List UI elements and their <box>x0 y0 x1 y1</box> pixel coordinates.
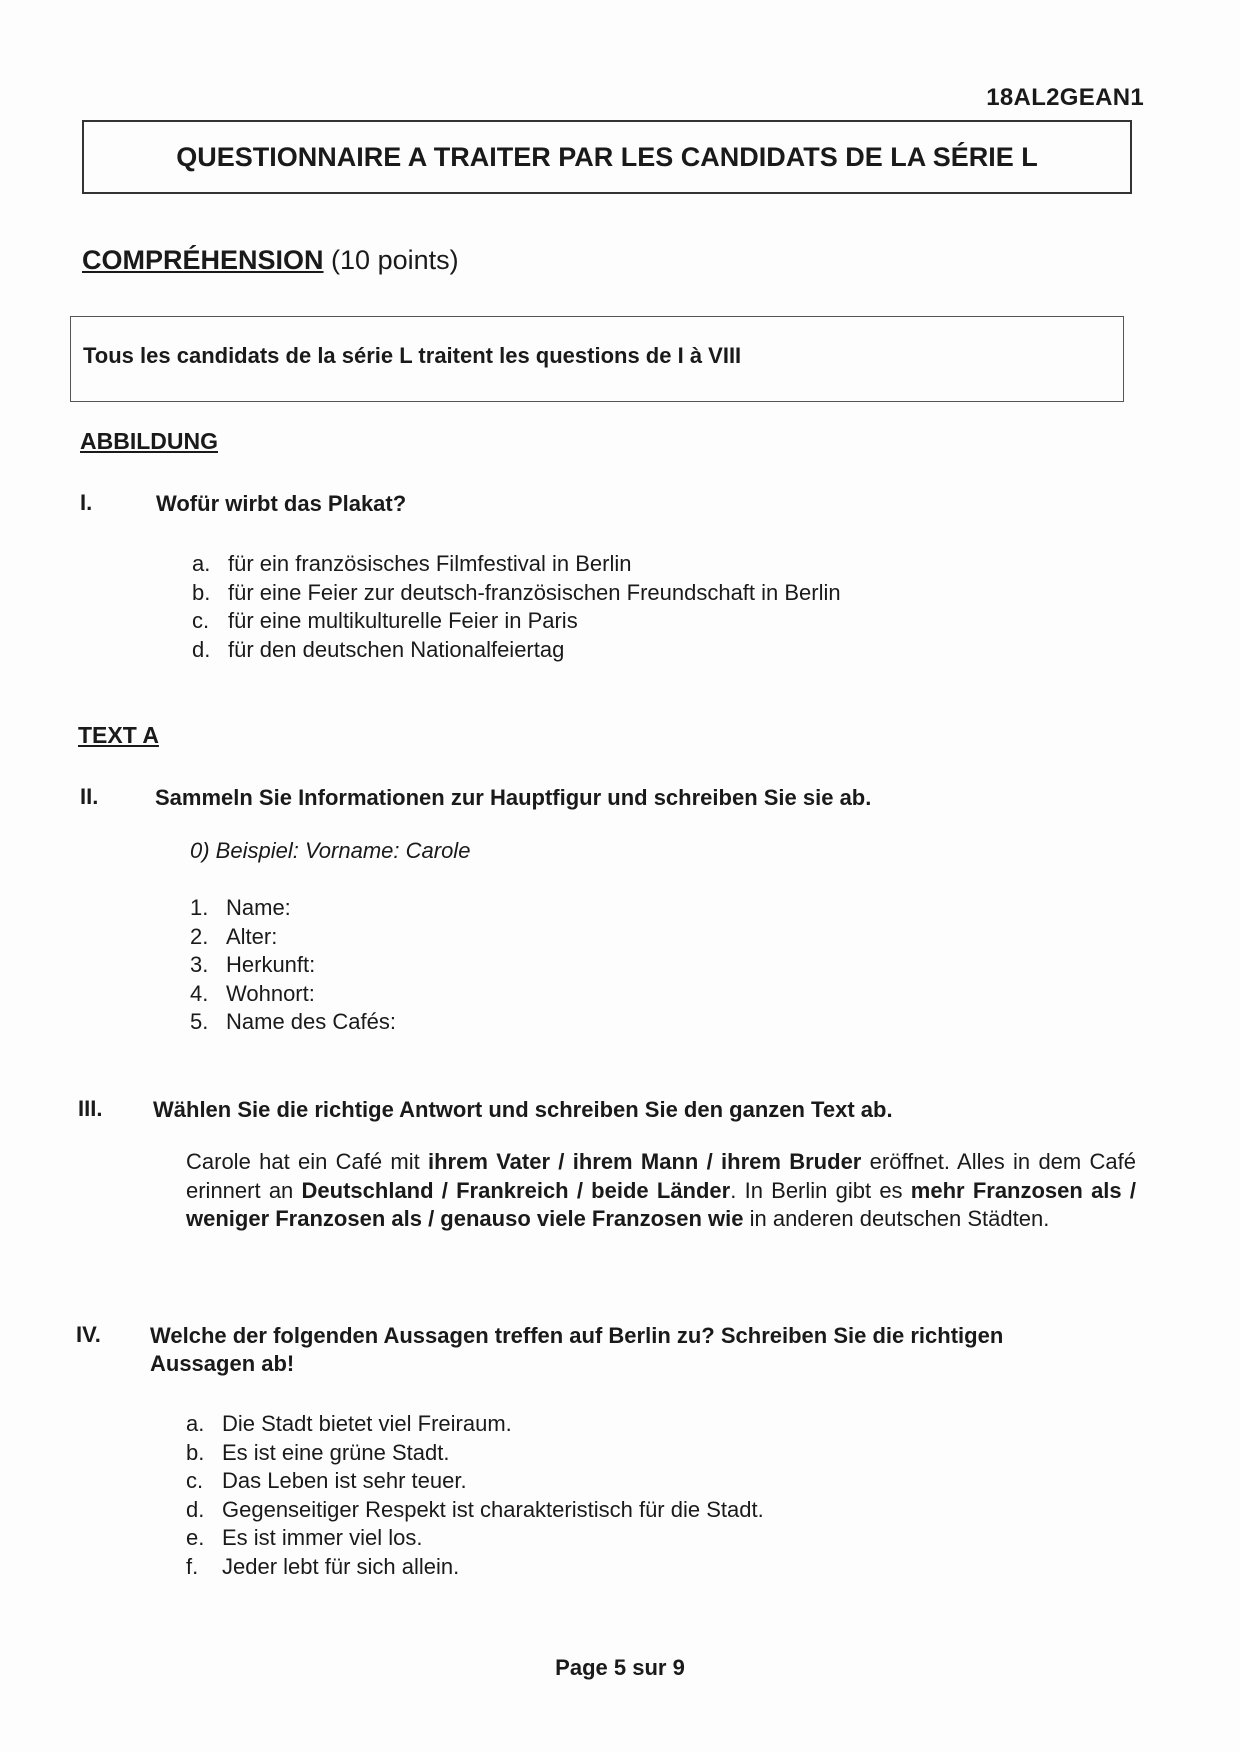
list-item: a. für ein französisches Filmfestival in Berlin <box>192 551 632 576</box>
choice-2: Deutschland / Frankreich / beide Länder <box>301 1177 731 1203</box>
question-2-items <box>190 894 396 1037</box>
list-item: 1. Name: <box>190 895 291 920</box>
question-4-options <box>186 1410 764 1581</box>
choice-1: ihrem Vater / ihrem Mann / ihrem Bruder <box>428 1149 862 1174</box>
list-item: b. für eine Feier zur deutsch-französischen Freundschaft in Berlin <box>192 579 841 605</box>
question-text: Wählen Sie die richtige Antwort und schreiben Sie den ganzen Text ab. <box>153 1097 893 1122</box>
question-number: III. <box>78 1096 103 1121</box>
question-1-options <box>192 550 841 664</box>
list-item: c. für eine multikulturelle Feier in Paris <box>192 608 578 633</box>
example-answer: 0) Beispiel: Vorname: Carole <box>190 838 471 863</box>
question-text: Sammeln Sie Informationen zur Hauptfigur und schreiben Sie sie ab. <box>155 785 872 810</box>
instruction-text: Tous les candidats de la série L traitent les questions de I à VIII <box>83 343 742 368</box>
list-item: c. Das Leben ist sehr teuer. <box>186 1468 467 1493</box>
comprehension-points: (10 points) <box>331 245 459 275</box>
list-item: 4. Wohnort: <box>190 980 315 1006</box>
list-item: d. Gegenseitiger Respekt ist charakteristisch für die Stadt. <box>186 1496 764 1522</box>
section-heading-text-a: TEXT A <box>78 722 159 748</box>
question-text: Wofür wirbt das Plakat? <box>156 491 407 516</box>
list-item: e. Es ist immer viel los. <box>186 1525 423 1550</box>
comprehension-heading <box>82 245 459 276</box>
instruction-box <box>70 316 1124 402</box>
question-number: I. <box>80 490 93 515</box>
list-item: d. für den deutschen Nationalfeiertag <box>192 636 565 662</box>
question-number: II. <box>80 784 99 809</box>
comprehension-label: COMPRÉHENSION <box>82 245 324 275</box>
list-item: 5. Name des Cafés: <box>190 1009 396 1034</box>
section-heading-abbildung: ABBILDUNG <box>80 428 218 454</box>
list-item: 2. Alter: <box>190 923 278 949</box>
list-item: a. Die Stadt bietet viel Freiraum. <box>186 1411 512 1436</box>
question-number: IV. <box>76 1322 101 1347</box>
page-title: QUESTIONNAIRE A TRAITER PAR LES CANDIDATS DE LA SÉRIE L <box>176 141 1038 172</box>
gap-fill-paragraph: Carole hat ein Café mit ihrem Vater / ihrem Mann / ihrem Bruder eröffnet. Alles in dem Café erinnert an Deutschland / Frankreich / beide Länder. In Berlin gibt es mehr Franzosen als / weniger Franzosen als / genauso viele Franzosen wie in anderen deutschen Städten. <box>186 1149 1137 1231</box>
page-number: Page 5 sur 9 <box>555 1655 685 1680</box>
list-item: b. Es ist eine grüne Stadt. <box>186 1439 450 1465</box>
title-box <box>82 120 1132 194</box>
choice-3: mehr Franzosen als / weniger Franzosen als / genauso viele Franzosen wie <box>186 1177 1136 1231</box>
question-text: Welche der folgenden Aussagen treffen auf Berlin zu? Schreiben Sie die richtigen Aussagen ab! <box>150 1323 1004 1376</box>
list-item: f. Jeder lebt für sich allein. <box>186 1553 460 1579</box>
list-item: 3. Herkunft: <box>190 952 316 977</box>
document-code: 18AL2GEAN1 <box>986 84 1144 111</box>
